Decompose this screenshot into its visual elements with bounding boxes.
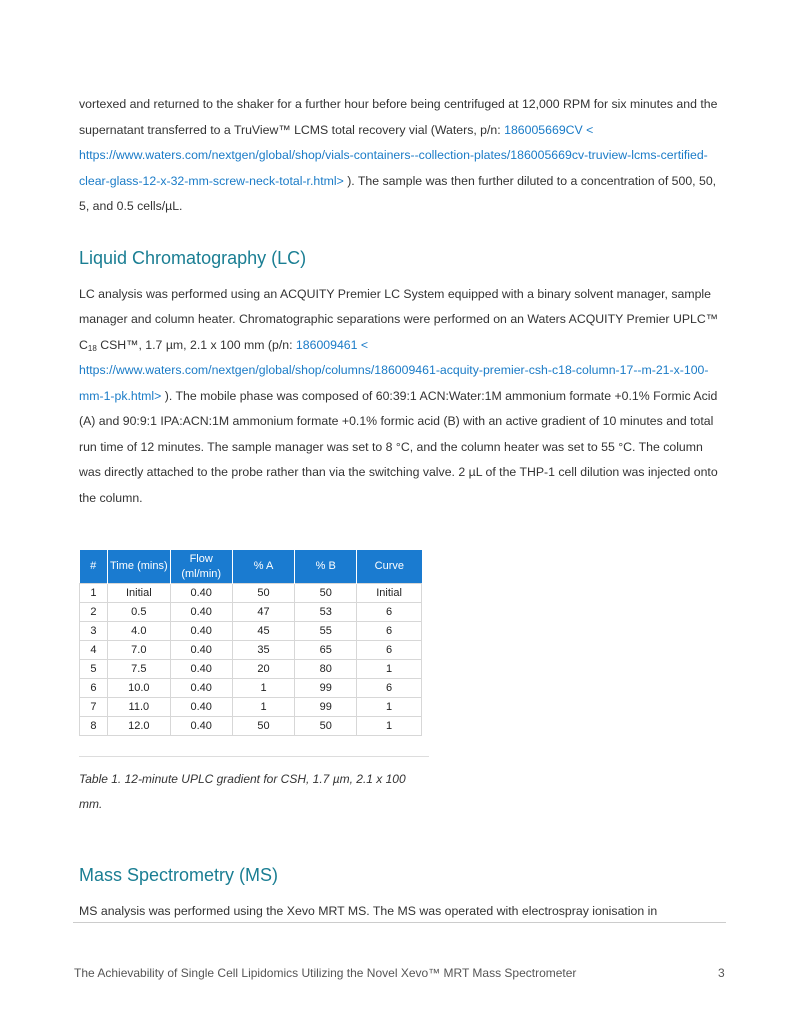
table-row [80,622,422,641]
table-cell: 0.40 [170,641,232,660]
header-percent-b: % B [295,550,357,584]
table-divider [79,756,429,757]
lc-text-3: ). The mobile phase was composed of 60:39:1 ACN:Water:1M ammonium formate +0.1% Formic Acid (A) and 90:9:1 IPA:ACN:1M ammonium formate +0.1% formic acid (B) with an active gradient of 10 minutes and total run time of 12 minutes. The sample manager was set to 8 °C, and the column heater was set to 55 °C. The column was directly attached to the probe rather than via the switching valve. 2 µL of the THP-1 cell dilution was injected onto the column. [79,388,718,505]
lc-text-2: CSH™, 1.7 µm, 2.1 x 100 mm (p/n: [96,337,296,352]
gradient-table [79,550,422,736]
table-cell: Initial [357,584,422,603]
vial-product-link[interactable]: 186005669CV < https://www.waters.com/nextgen/global/shop/vials-containers--collection-plates/186005669cv-truview-lcms-certified-clear-glass-12-x-32-mm-screw-neck-total-r.html> [79,122,708,188]
ms-heading: Mass Spectrometry (MS) [79,865,279,885]
table-row [80,603,422,622]
table-cell: 6 [357,603,422,622]
table-cell: 47 [232,603,295,622]
table-cell: 11.0 [107,698,170,717]
table-cell: 4.0 [107,622,170,641]
table-cell: 45 [232,622,295,641]
table-header-row [80,550,422,584]
table-cell: 50 [232,584,295,603]
table-cell: 0.40 [170,660,232,679]
lc-paragraph [79,282,724,512]
table-cell: 50 [295,717,357,736]
table-row [80,660,422,679]
table-cell: 0.40 [170,698,232,717]
table-cell: 50 [295,584,357,603]
header-time: Time (mins) [107,550,170,584]
lc-text-1: LC analysis was performed using an ACQUITY Premier LC System equipped with a binary solvent manager, sample manager and column heater. Chromatographic separations were performed on an Waters ACQUITY Premier UPLC™ C [79,286,719,352]
table-cell: 7.0 [107,641,170,660]
table-cell: 1 [357,698,422,717]
table-cell: 6 [357,679,422,698]
lc-heading: Liquid Chromatography (LC) [79,247,307,268]
table-cell: 3 [80,622,108,641]
table-row [80,584,422,603]
table-cell: 1 [232,679,295,698]
page-number: 3 [718,966,725,980]
table-row [80,698,422,717]
table-cell: 0.5 [107,603,170,622]
table-cell: 0.40 [170,584,232,603]
table-row [80,679,422,698]
ms-paragraph: MS analysis was performed using the Xevo MRT MS. The MS was operated with electrospray ionisation in [79,904,658,918]
table-cell: 20 [232,660,295,679]
table-cell: 99 [295,698,357,717]
header-index: # [80,550,108,584]
table-row [80,717,422,736]
table-cell: Initial [107,584,170,603]
table-cell: 0.40 [170,679,232,698]
table-cell: 0.40 [170,717,232,736]
table-cell: 99 [295,679,357,698]
column-product-link[interactable]: 186009461 < https://www.waters.com/nextgen/global/shop/columns/186009461-acquity-premier-csh-c18-column-17--m-21-x-100-mm-1-pk.html> [79,337,709,403]
table-cell: 6 [357,641,422,660]
table-cell: 0.40 [170,603,232,622]
intro-paragraph [79,92,724,220]
table-cell: 10.0 [107,679,170,698]
table-cell: 2 [80,603,108,622]
page-content [79,92,724,925]
table-cell: 50 [232,717,295,736]
table-cell: 6 [80,679,108,698]
table-cell: 7 [80,698,108,717]
footer-divider [73,922,726,923]
table-cell: 53 [295,603,357,622]
table-caption: Table 1. 12-minute UPLC gradient for CSH, 1.7 µm, 2.1 x 100 mm. [79,772,406,811]
header-percent-a: % A [232,550,295,584]
table-cell: 35 [232,641,295,660]
table-cell: 55 [295,622,357,641]
intro-text-2: ). The sample was then further diluted to a concentration of 500, 50, 5, and 0.5 cells/µL. [79,173,717,213]
table-cell: 0.40 [170,622,232,641]
intro-text-1: vortexed and returned to the shaker for a further hour before being centrifuged at 12,000 RPM for six minutes and the supernatant transferred to a TruView™ LCMS total recovery vial (Waters, p/n: [79,97,718,137]
header-curve: Curve [357,550,422,584]
table-cell: 1 [80,584,108,603]
table-cell: 80 [295,660,357,679]
table-cell: 5 [80,660,108,679]
table-cell: 8 [80,717,108,736]
table-cell: 4 [80,641,108,660]
gradient-table-wrapper [79,550,429,736]
table-cell: 6 [357,622,422,641]
table-cell: 7.5 [107,660,170,679]
table-cell: 1 [232,698,295,717]
table-cell: 65 [295,641,357,660]
footer-title: The Achievability of Single Cell Lipidomics Utilizing the Novel Xevo™ MRT Mass Spectrometer [74,966,577,980]
lc-subscript: 18 [87,343,97,353]
table-cell: 1 [357,717,422,736]
table-cell: 1 [357,660,422,679]
table-row [80,641,422,660]
table-cell: 12.0 [107,717,170,736]
header-flow: Flow (ml/min) [170,550,232,584]
